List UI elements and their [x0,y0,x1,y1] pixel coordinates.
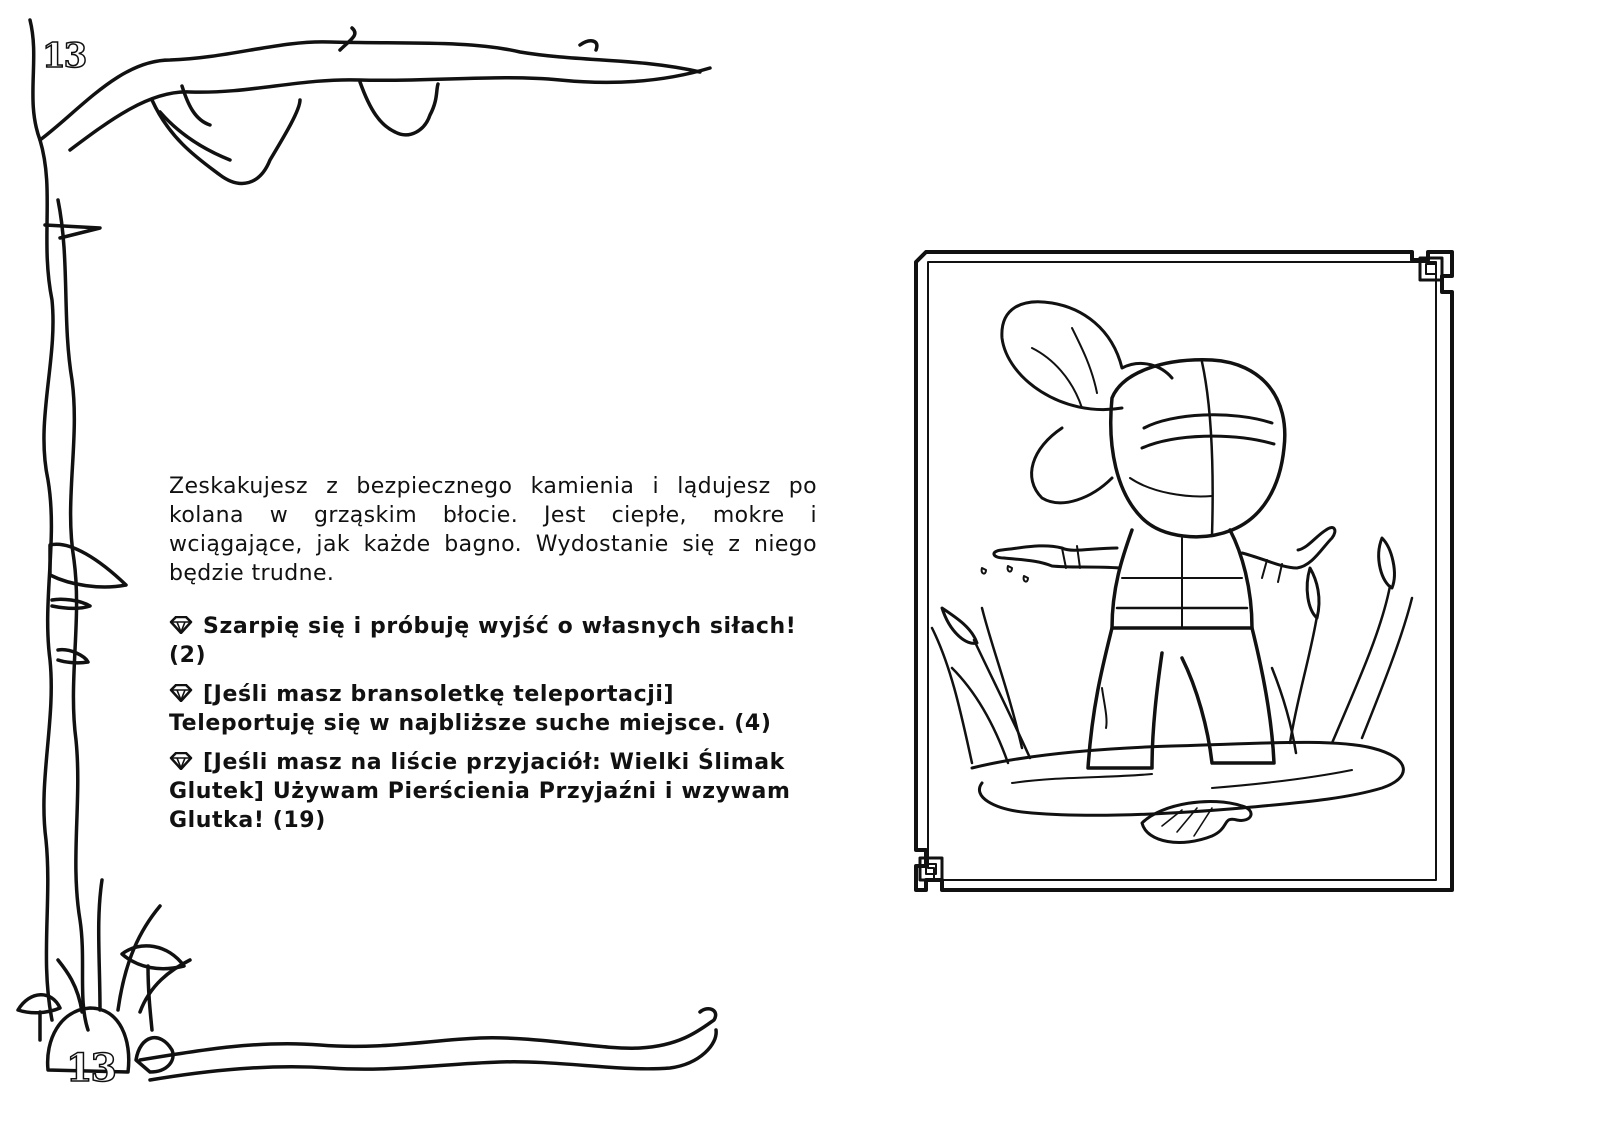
choice-text: [Jeśli masz bransoletkę teleportacji] Teleportuję się w najbliższe suche miejsce. (4) [169,682,772,736]
knight-in-swamp-illustration [912,248,1456,894]
story-paragraph: Zeskakujesz z bezpiecznego kamienia i lądujesz po kolana w grząskim błocie. Jest ciepłe, mokre i wciągające, jak każde bagno. Wydostanie się z niego będzie trudne. [169,474,817,586]
choice-3[interactable] [169,748,817,835]
choice-text: Szarpię się i próbuję wyjść o własnych siłach! (2) [169,614,797,668]
choice-2[interactable] [169,680,817,738]
page-number-top: 13 [42,36,86,76]
gem-icon [169,684,193,702]
choice-1[interactable] [169,612,817,670]
story-section [169,472,817,845]
page-number-bottom: 13 [66,1045,115,1090]
gem-icon [169,752,193,770]
gem-icon [169,616,193,634]
choice-text: [Jeśli masz na liście przyjaciół: Wielki Ślimak Glutek] Używam Pierścienia Przyjaźni i wzywam Glutka! (19) [169,750,791,833]
